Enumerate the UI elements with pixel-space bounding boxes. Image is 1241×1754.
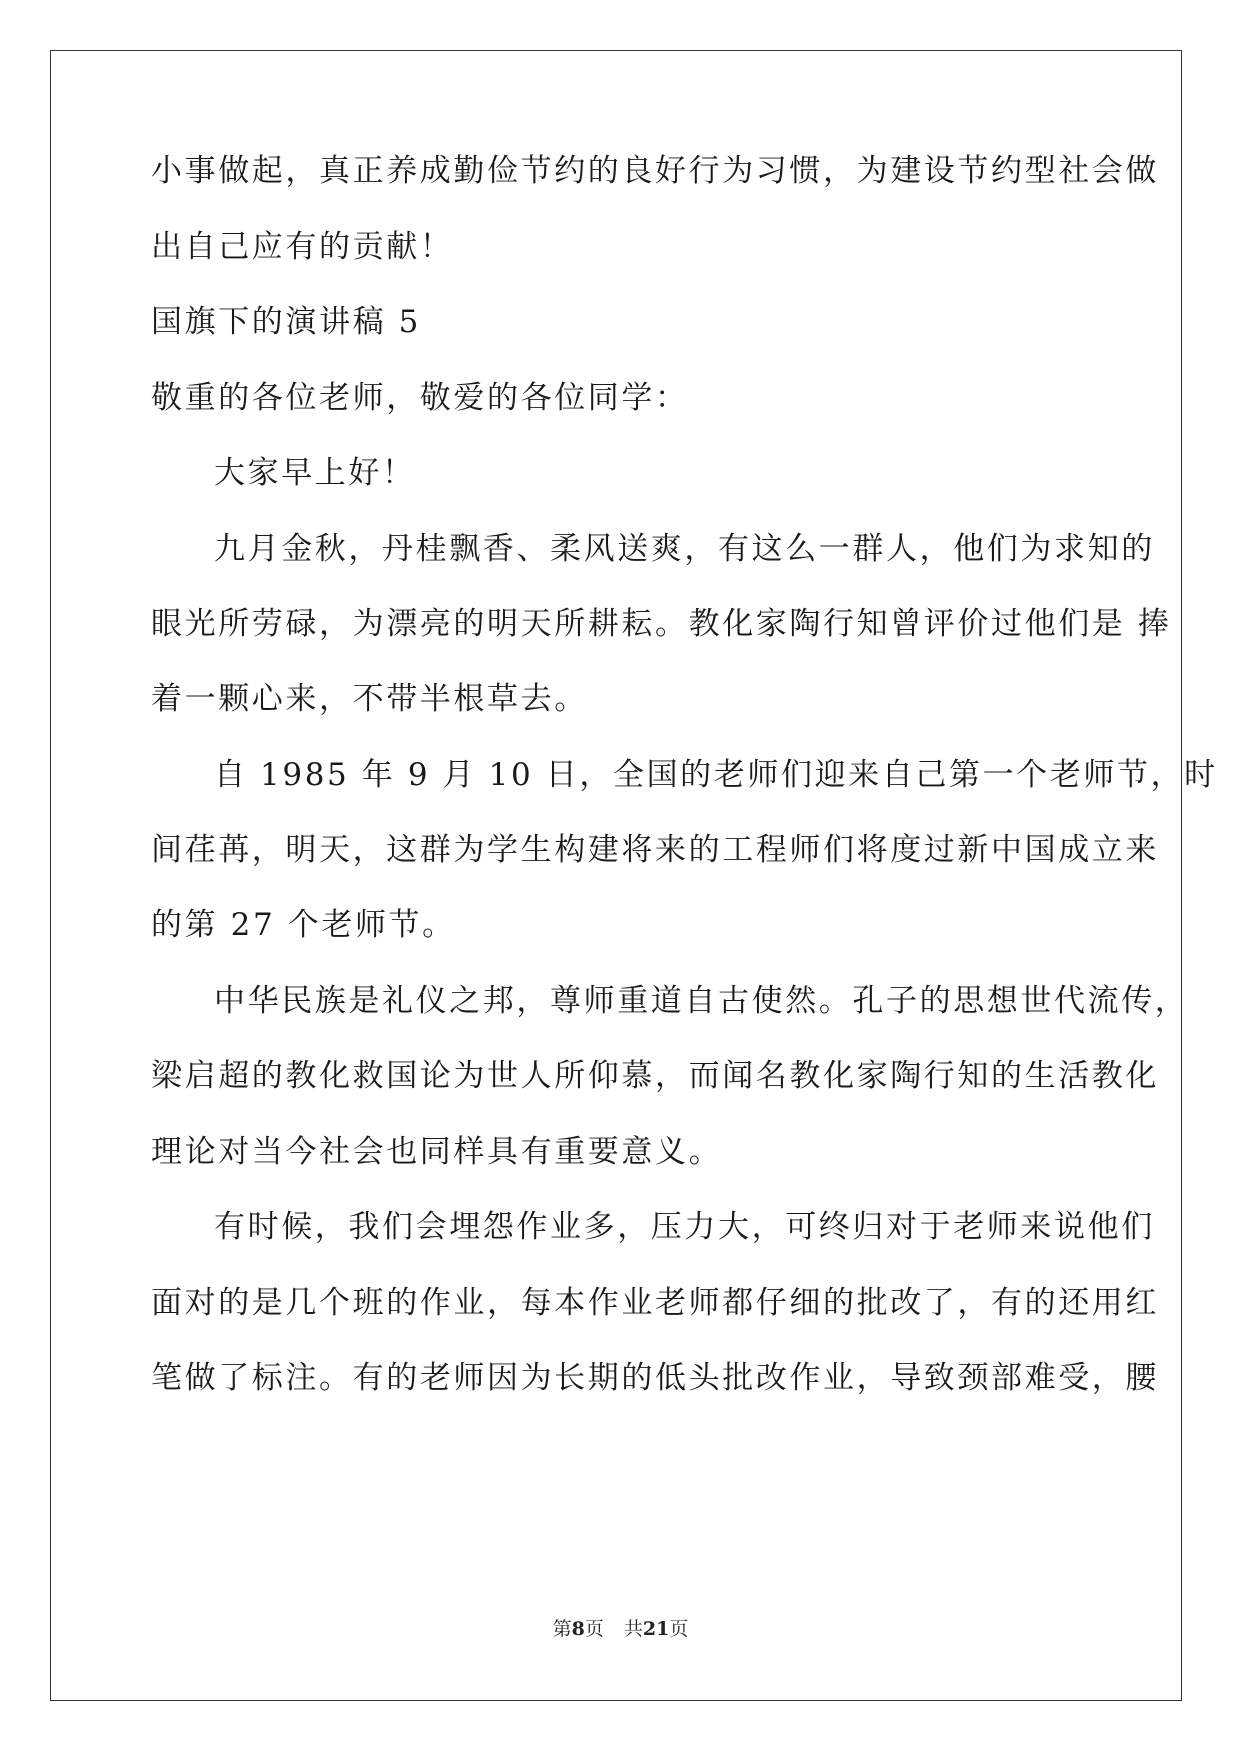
salutation: 敬重的各位老师，敬爱的各位同学： [151,380,689,416]
text-line: 有时候，我们会埋怨作业多，压力大，可终归对于老师来说他们 [214,1209,1155,1245]
page-border [50,50,1182,1701]
text-line: 的第 27 个老师节。 [151,907,456,943]
text-line: 出自己应有的贡献！ [151,229,454,265]
section-heading: 国旗下的演讲稿 5 [151,304,421,340]
text-line: 自 1985 年 9 月 10 日，全国的老师们迎来自己第一个老师节，时 [214,757,1218,793]
total-pages: 共21页 [623,1618,689,1640]
text-line: 大家早上好！ [214,455,416,491]
text-line: 理论对当今社会也同样具有重要意义。 [151,1134,723,1170]
text-line: 九月金秋，丹桂飘香、柔风送爽，有这么一群人，他们为求知的 [214,531,1155,567]
text-line: 中华民族是礼仪之邦，尊师重道自古使然。孔子的思想世代流传， [214,983,1189,1019]
text-line: 间荏苒，明天，这群为学生构建将来的工程师们将度过新中国成立来 [151,832,1159,868]
text-line: 着一颗心来，不带半根草去。 [151,681,588,717]
text-line: 笔做了标注。有的老师因为长期的低头批改作业，导致颈部难受，腰 [151,1360,1159,1396]
text-line: 眼光所劳碌，为漂亮的明天所耕耘。教化家陶行知曾评价过他们是 捧 [151,606,1172,642]
text-line: 小事做起，真正养成勤俭节约的良好行为习惯，为建设节约型社会做 [151,153,1159,189]
page-number: 第8页 [552,1618,604,1640]
text-line: 面对的是几个班的作业，每本作业老师都仔细的批改了，有的还用红 [151,1285,1159,1321]
page-footer [0,1617,1241,1641]
text-line: 梁启超的教化救国论为世人所仰慕，而闻名教化家陶行知的生活教化 [151,1058,1159,1094]
